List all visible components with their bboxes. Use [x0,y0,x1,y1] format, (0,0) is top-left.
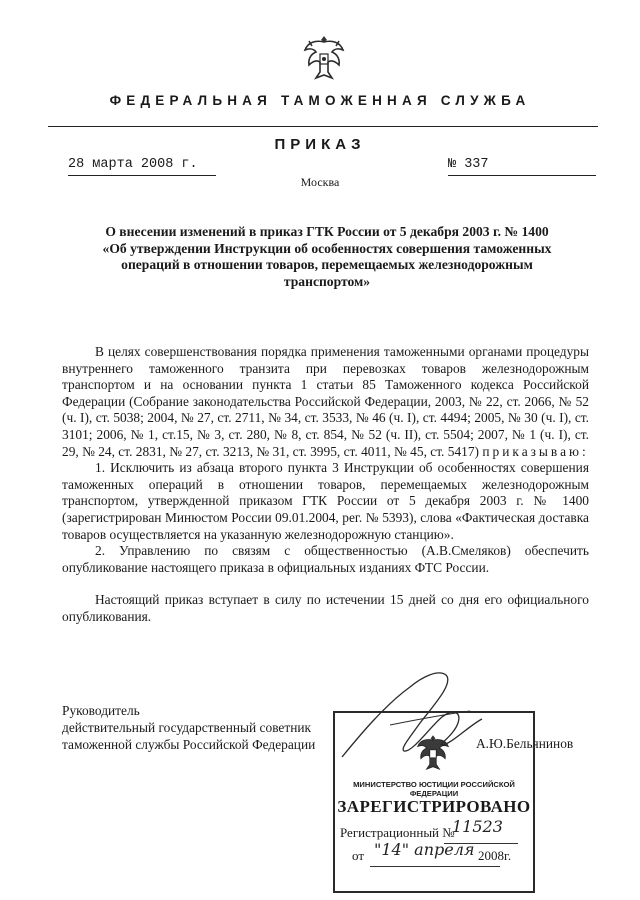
document-city: Москва [300,175,340,189]
body-intro-paragraph [62,344,589,460]
double-headed-eagle-emblem-icon [302,32,346,84]
stamp-registered: ЗАРЕГИСТРИРОВАНО [337,797,531,816]
stamp-year: 2008г. [478,848,512,863]
stamp-date-underline [370,866,500,867]
body-item-1: 1. Исключить из абзаца второго пункта 3 Инструкции об особенностях совершения таможенных операций в отношении товаров, перемещаемых железнодорожным транспортом, утвержденной приказом ГТК России от 5 декабря 2003 г. № 1400 (зарегистрирован Минюстом России 09.01.2004, рег. № 5393), слова «Фактическая доставка товаров осуществляется на указанную железнодорожную станцию». [62,460,589,542]
heading-line-4: транспортом» [283,273,371,289]
stamp-reg-number: 11523 [452,817,503,836]
order-word: приказываю: [482,443,589,459]
document-body [62,344,589,626]
body-intro-text: В целях совершенствования порядка применения таможенными органами процедуры внутреннего таможенного транзита при перевозках товаров железнодорожным транспортом и на основании пункта 1 статьи 85 Таможенного кодекса Российской Федерации (Собрание законодательства Российской Федерации, 2003, № 22, ст. 2066, № 52 (ч. I), ст. 5038; 2004, № 27, ст. 2711, № 34, ст. 3533, № 46 (ч. I), ст. 4494; 2005, № 30 (ч. I), ст. 3101; 2006, № 1, ст.15, № 3, ст. 280, № 8, ст. 854, № 52 (ч. II), ст. 5504; 2007, № 1 (ч. I), ст. 29, № 24, ст. 2831, № 27, ст. 3213, № 31, ст. 3995, ст. 4011, № 45, ст. 5417) [62,344,589,459]
body-closing: Настоящий приказ вступает в силу по истечении 15 дней со дня его официального опубликования. [62,592,589,624]
stamp-date-value: "14" апреля [374,840,475,859]
handwritten-signature [330,665,500,765]
stamp-ministry: МИНИСТЕРСТВО ЮСТИЦИИ РОССИЙСКОЙ ФЕДЕРАЦИИ [353,780,515,798]
heading-line-1: О внесении изменений в приказ ГТК России от 5 декабря 2003 г. № 1400 [105,224,549,239]
signatory-title [62,702,315,753]
heading-line-3: операций в отношении товаров, перемещаемых железнодорожным [121,257,533,272]
document-date: 28 марта 2008 г. [68,157,198,172]
stamp-date-label: от [352,848,365,863]
document-type: ПРИКАЗ [274,136,366,153]
stamp-reg-number-label: Регистрационный № [340,825,455,840]
signatory-role-line-1: Руководитель [62,703,140,718]
document-number: № 337 [448,157,489,172]
signatory-role-line-2: действительный государственный советник [62,720,312,735]
document-heading [70,224,584,290]
body-item-2: 2. Управлению по связям с общественностью (А.В.Смеляков) обеспечить опубликование настоящего приказа в официальных изданиях ФТС России. [62,543,589,575]
signatory-name: А.Ю.Бельянинов [476,736,574,751]
header-divider [48,126,598,127]
signatory-role-line-3: таможенной службы Российской Федерации [62,737,316,752]
heading-line-2: «Об утверждении Инструкции об особенностях совершения таможенных [102,240,552,256]
agency-name: ФЕДЕРАЛЬНАЯ ТАМОЖЕННАЯ СЛУЖБА [109,93,531,108]
